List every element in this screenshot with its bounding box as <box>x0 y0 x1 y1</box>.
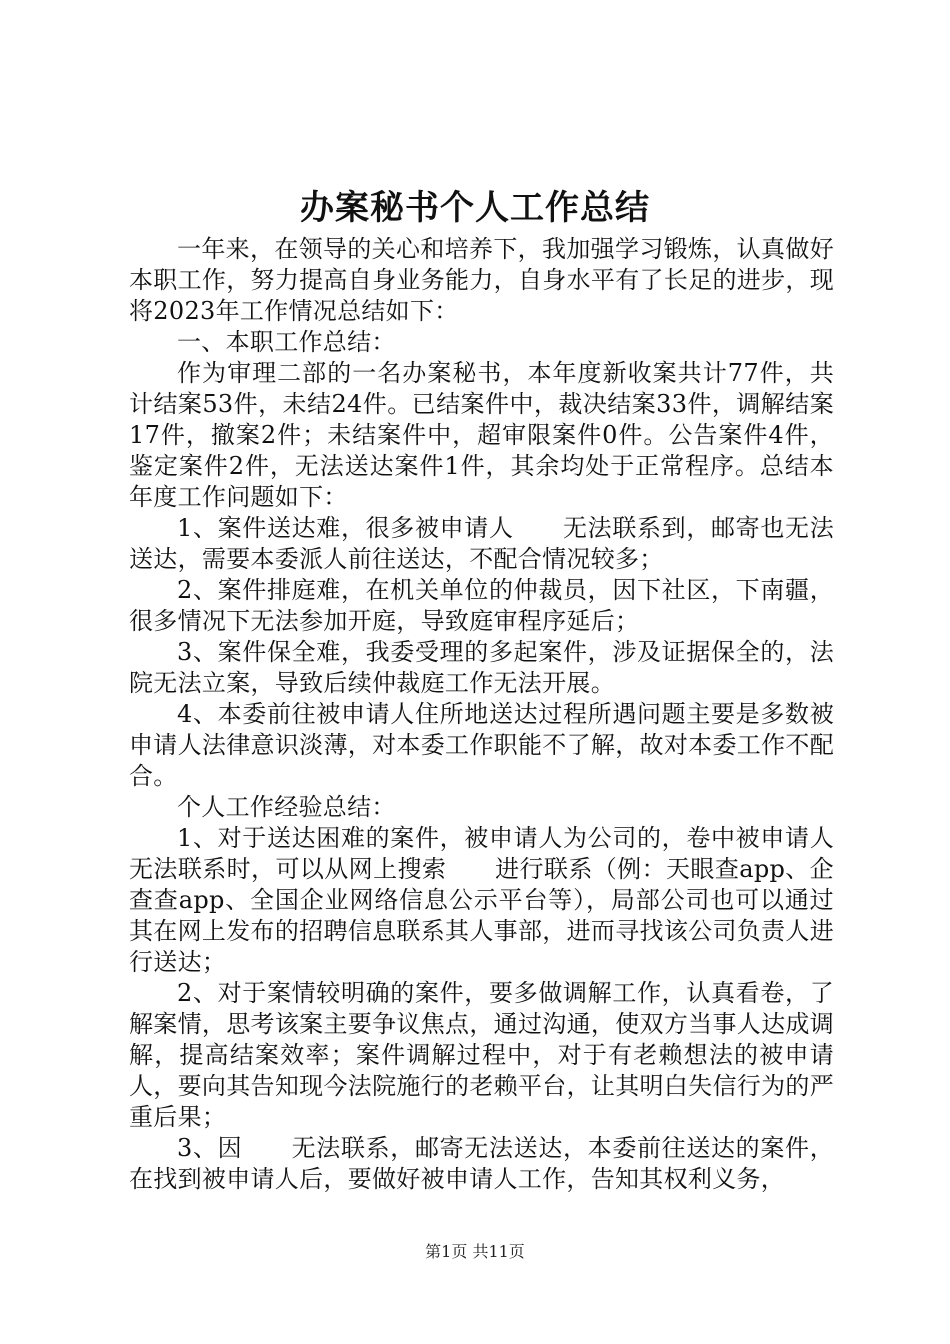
section-heading-experience: 个人工作经验总结： <box>177 793 396 821</box>
paragraph-case-statistics: 作为审理二部的一名办案秘书，本年度新收案共计77件，共计结案53件，未结24件。已结案件中，裁决结案33件，调解结案17件，撤案2件；未结案件中，超审限案件0件。公告案件4件，鉴定案件2件，无法送达案件1件，其余均处于正常程序。总结本年度工作问题如下： <box>129 359 834 511</box>
paragraph-problem-2: 2、案件排庭难，在机关单位的仲裁员，因下社区，下南疆，很多情况下无法参加开庭，导致庭审程序延后； <box>129 576 834 635</box>
paragraph-experience-1: 1、对于送达困难的案件，被申请人为公司的，卷中被申请人 无法联系时，可以从网上搜索 进行联系（例：天眼查app、企查查app、全国企业网络信息公示平台等），局部公司也可以通过其在网上发布的招聘信息联系其人事部，进而寻找该公司负责人进行送达； <box>129 824 883 976</box>
section-heading-job-summary: 一、本职工作总结： <box>177 328 396 356</box>
paragraph-experience-3: 3、因 无法联系，邮寄无法送达，本委前往送达的案件，在找到被申请人后，要做好被申请人工作，告知其权利义务， <box>129 1134 834 1193</box>
paragraph-intro: 一年来，在领导的关心和培养下，我加强学习锻炼，认真做好本职工作，努力提高自身业务能力，自身水平有了长足的进步，现将2023年工作情况总结如下： <box>129 235 834 325</box>
document-title: 办案秘书个人工作总结 <box>300 188 650 228</box>
paragraph-experience-2: 2、对于案情较明确的案件，要多做调解工作，认真看卷，了解案情，思考该案主要争议焦点，通过沟通，使双方当事人达成调解，提高结案效率；案件调解过程中，对于有老赖想法的被申请人，要向其告知现今法院施行的老赖平台，让其明白失信行为的严重后果； <box>129 979 834 1131</box>
paragraph-problem-3: 3、案件保全难，我委受理的多起案件，涉及证据保全的，法院无法立案，导致后续仲裁庭工作无法开展。 <box>129 638 834 697</box>
paragraph-problem-4: 4、本委前往被申请人住所地送达过程所遇问题主要是多数被申请人法律意识淡薄，对本委工作职能不了解，故对本委工作不配合。 <box>129 700 834 790</box>
document-body <box>129 234 883 1195</box>
page-number-footer: 第1页 共11页 <box>425 1242 525 1261</box>
paragraph-problem-1: 1、案件送达难，很多被申请人 无法联系到，邮寄也无法送达，需要本委派人前往送达，不配合情况较多； <box>129 514 834 573</box>
